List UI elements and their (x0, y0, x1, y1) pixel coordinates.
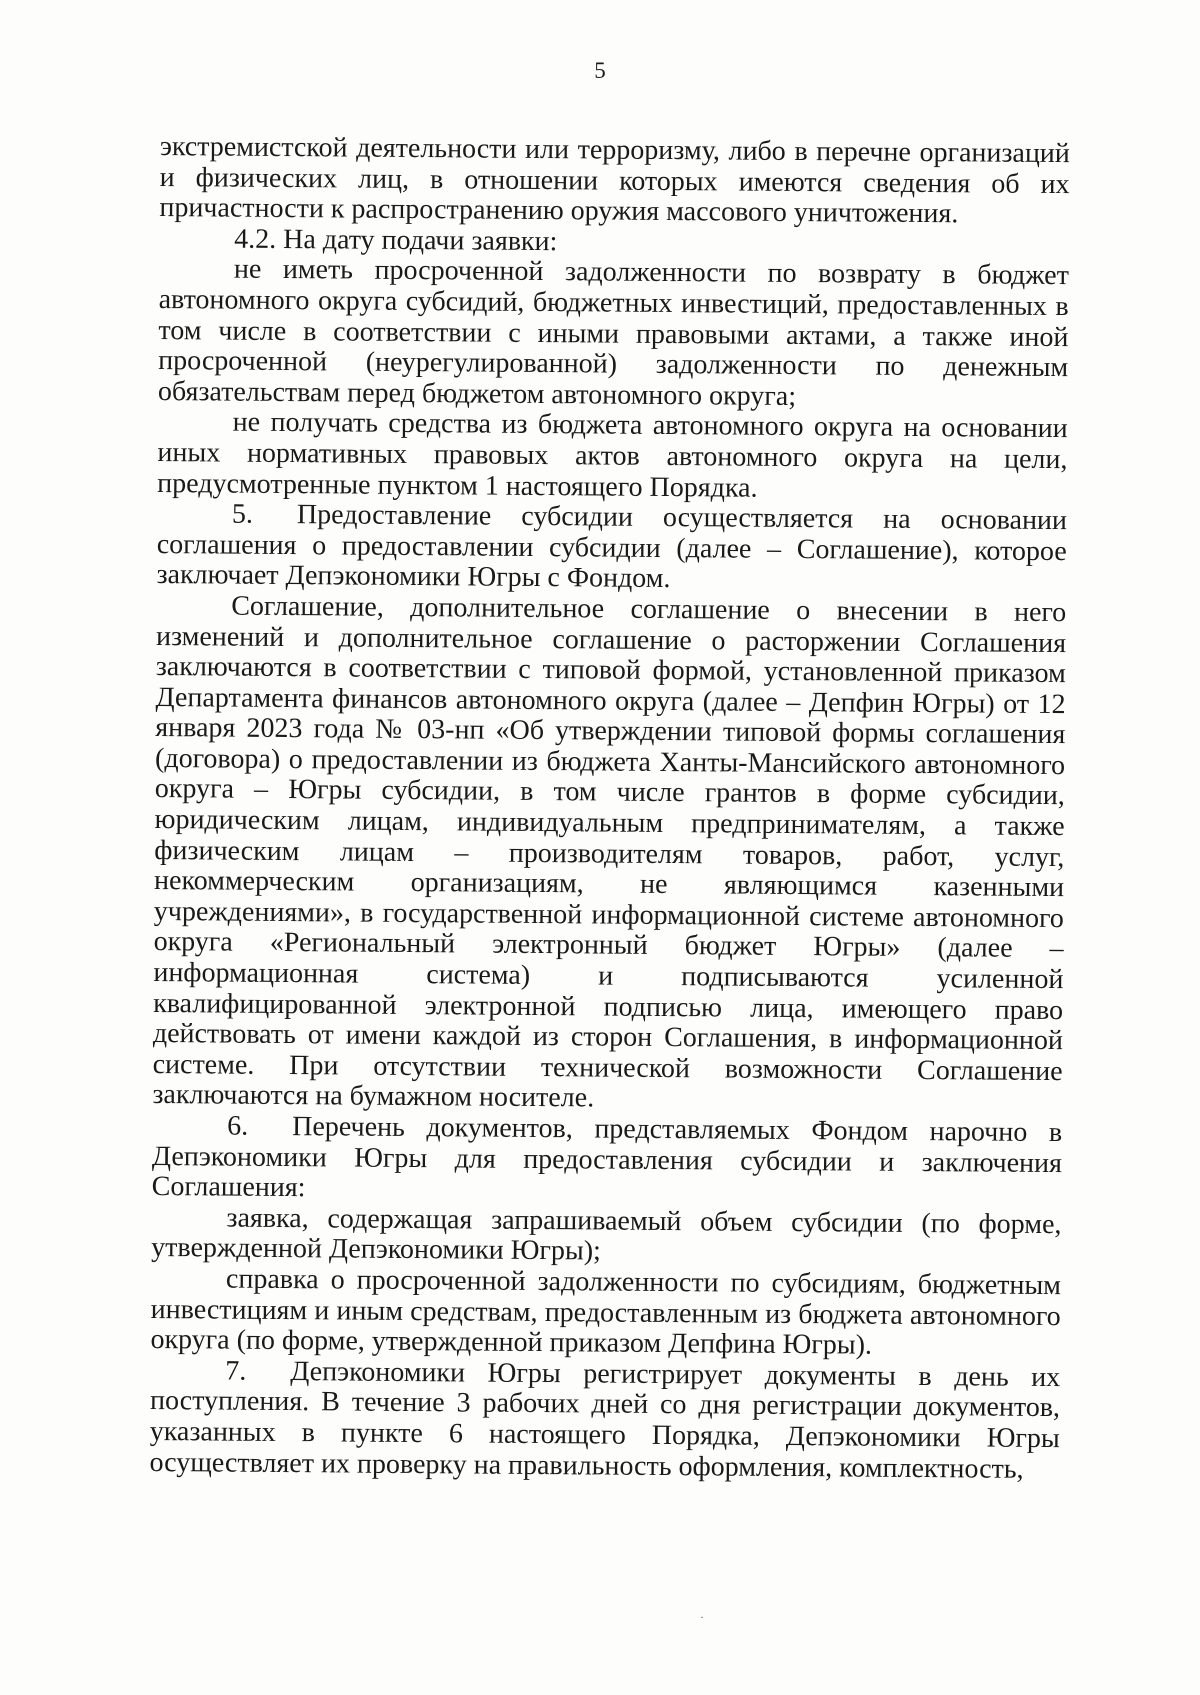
paragraph-agreement: Соглашение, дополнительное соглашение о внесении в него изменений и дополнительное соглашение о расторжении Соглашения заключаются в соответствии с типовой формой, установленной приказом Департамента финансов автономного округа (далее – Депфин Югры) от 12 января 2023 года № 03-нп «Об утверждении типовой формы соглашения (договора) о предоставлении из бюджета Ханты-Мансийского автономного округа – Югры субсидии, в том числе грантов в форме субсидии, юридическим лицам, индивидуальным предпринимателям, а также физическим лицам – производителям товаров, работ, услуг, некоммерческим организациям, не являющимся казенными учреждениями», в государственной информационной системе автономного округа «Региональный электронный бюджет Югры» (далее – информационная система) и подписываются усиленной квалифицированной электронной подписью лица, имеющего право действовать от имени каждой из сторон Соглашения, в информационной системе. При отсутствии технической возможности Соглашение заключаются на бумажном носителе. (152, 590, 1067, 1114)
clause-7 (149, 1356, 1060, 1486)
clause-7-text: Депэкономики Югры регистрирует документы в день их поступления. В течение 3 рабочих дней со дня регистрации документов, указанных в пункте 6 настоящего Порядка, Депэкономики Югры осуществляет их проверку на правильность оформления, комплектность, (149, 1355, 1061, 1485)
paragraph-no-other-funds: не получать средства из бюджета автономного округа на основании иных нормативных правовых актов автономного округа на цели, предусмотренные пунктом 1 настоящего Порядка. (157, 406, 1068, 504)
scan-speck: · (700, 1610, 704, 1624)
clause-5 (156, 499, 1067, 598)
paragraph-certificate: справка о просроченной задолженности по субсидиям, бюджетным инвестициям и иным средствам, предоставленным из бюджета автономного округа (по форме, утвержденной приказом Депфина Югры). (150, 1263, 1062, 1361)
document-body (149, 132, 1070, 1485)
paragraph-4-2-heading: 4.2. На дату подачи заявки: (234, 223, 558, 257)
paragraph-no-debt: не иметь просроченной задолженности по возврату в бюджет автономного округа субсидий, бюджетных инвестиций, предоставленных в том числе в соответствии с иными правовыми актами, а также иной просроченной (неурегулированной) задолженности по денежным обязательствам перед бюджетом автономного округа; (157, 253, 1070, 412)
clause-6-text: Перечень документов, представляемых Фондом нарочно в Депэкономики Югры для предоставления субсидии и заключения Соглашения: (151, 1111, 1063, 1204)
clause-6 (152, 1111, 1063, 1210)
clause-6-number: 6. (227, 1110, 249, 1142)
clause-5-text: Предоставление субсидии осуществляется на основании соглашения о предоставлении субсидии (далее – Соглашение), которое заключает Депэкономики Югры с Фондом. (156, 499, 1068, 595)
clause-7-number: 7. (225, 1355, 247, 1387)
paragraph-application: заявка, содержащая запрашиваемый объем субсидии (по форме, утвержденной Депэкономики Югры); (151, 1202, 1062, 1267)
clause-5-number: 5. (231, 498, 254, 530)
page-number: 5 (594, 58, 606, 83)
paragraph-1: экстремистской деятельности или терроризму, либо в перечне организаций и физических лиц, в отношении которых имеются сведения об их причастности к распространению оружия массового уничтожения. (159, 131, 1070, 230)
